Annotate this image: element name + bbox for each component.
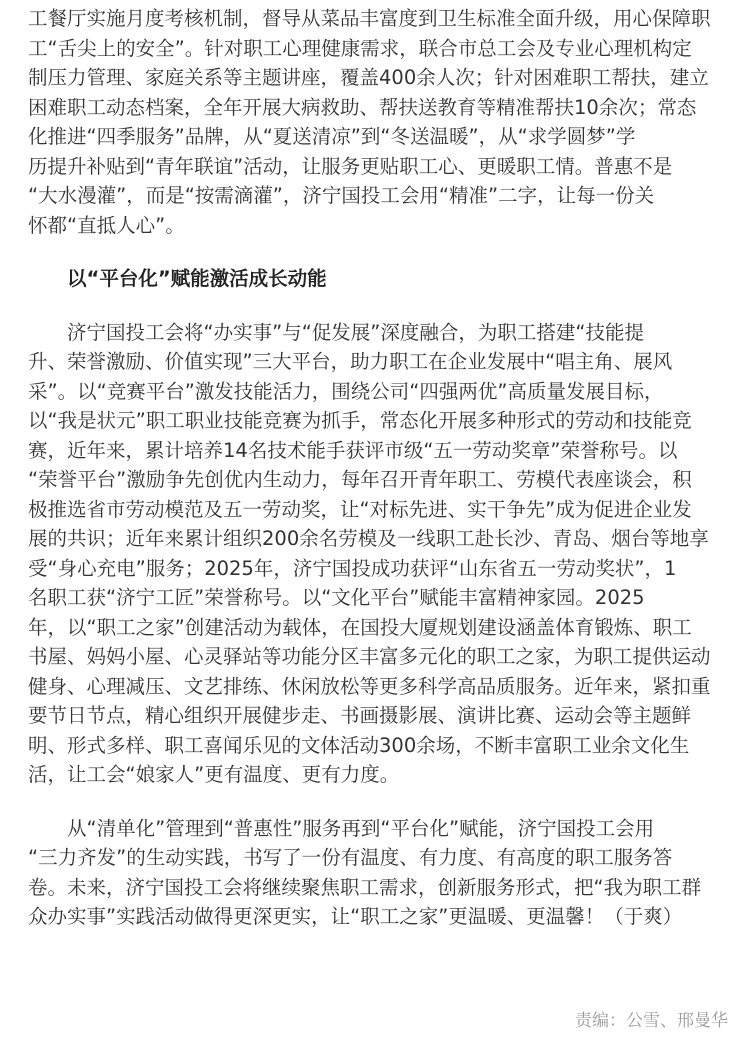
- paragraph-spacer: [28, 790, 728, 814]
- paragraph-line: 采”。以“竞赛平台”激发技能活力，围绕公司“四强两优”高质量发展目标，: [28, 379, 664, 403]
- paragraph-line: 工餐厅实施月度考核机制，督导从菜品丰富度到卫生标准全面升级，用心保障职: [28, 7, 711, 30]
- paragraph-spacer: [28, 294, 728, 318]
- paragraph-line: 健身、心理减压、文艺排练、休闲放松等更多科学高品质服务。近年来，紧扣重: [28, 674, 711, 698]
- paragraph-line: 要节日节点，精心组织开展健步走、书画摄影展、演讲比赛、运动会等主题鲜: [28, 704, 692, 727]
- paragraph-line: 济宁国投工会将“办实事”与“促发展”深度融合，为职工搭建“技能提: [67, 320, 645, 344]
- paragraph-line: 书屋、妈妈小屋、心灵驿站等功能分区丰富多元化的职工之家，为职工提供运动: [28, 645, 711, 668]
- section-heading: 以“平台化”赋能激活成长动能: [67, 267, 327, 290]
- paragraph-line: 极推选省市劳动模范及五一劳动奖，让“对标先进、实干争先”成为促进企业发: [28, 497, 692, 521]
- paragraph-line: “荣誉平台”激励争先创优内生动力，每年召开青年职工、劳模代表座谈会，积: [28, 468, 692, 491]
- paragraph-line: 名职工获“济宁工匠”荣誉称号。以“文化平台”赋能丰富精神家园。2025: [28, 586, 645, 609]
- paragraph-spacer: [28, 240, 728, 264]
- paragraph-line: 受“身心充电”服务；2025年，济宁国投成功获评“山东省五一劳动奖状”，1: [28, 556, 677, 580]
- paragraph-line: “三力齐发”的生动实践，书写了一份有温度、有力度、有高度的职工服务答: [28, 846, 673, 869]
- paragraph-3: [28, 814, 728, 932]
- paragraph-line: 卷。未来，济宁国投工会将继续聚焦职工需求，创新服务形式，把“我为职工群: [28, 875, 702, 899]
- paragraph-line: 活，让工会“娘家人”更有温度、更有力度。: [28, 763, 400, 786]
- paragraph-line: 怀都“直抵人心”。: [28, 213, 185, 237]
- editor-credit: 责编：公雪、邢曼华: [575, 1011, 728, 1031]
- paragraph-line: “大水漫灌”，而是“按需滴灌”，济宁国投工会用“精准”二字，让每一份关: [28, 184, 655, 207]
- paragraph-line: 困难职工动态档案，全年开展大病救助、帮扶送教育等精准帮扶10余次；常态: [28, 95, 697, 119]
- paragraph-line: 众办实事”实践活动做得更深更实，让“职工之家”更温暖、更温馨！（于爽）: [28, 905, 683, 928]
- paragraph-line: 从“清单化”管理到“普惠性”服务再到“平台化”赋能，济宁国投工会用: [67, 816, 655, 840]
- paragraph-2: [28, 318, 728, 790]
- paragraph-line: 化推进“四季服务”品牌，从“夏送清凉”到“冬送温暖”，从“求学圆梦”学: [28, 125, 636, 148]
- paragraph-line: 明、形式多样、职工喜闻乐见的文体活动300余场，不断丰富职工业余文化生: [28, 733, 690, 757]
- paragraph-1: [28, 4, 728, 240]
- paragraph-line: 赛，近年来，累计培养14名技术能手获评市级“五一劳动奖章”荣誉称号。以: [28, 438, 678, 462]
- paragraph-line: 以“我是状元”职工职业技能竞赛为抓手，常态化开展多种形式的劳动和技能竞: [28, 409, 692, 432]
- paragraph-line: 工“舌尖上的安全”。针对职工心理健康需求，联合市总工会及专业心理机构定: [28, 36, 692, 60]
- paragraph-line: 年，以“职工之家”创建活动为载体，在国投大厦规划建设涵盖体育锻炼、职工: [28, 615, 692, 639]
- paragraph-line: 升、荣誉激励、价值实现”三大平台，助力职工在企业发展中“唱主角、展风: [28, 350, 673, 373]
- paragraph-line: 历提升补贴到“青年联谊”活动，让服务更贴职工心、更暖职工情。普惠不是: [28, 154, 673, 178]
- paragraph-line: 制压力管理、家庭关系等主题讲座，覆盖400余人次；针对困难职工帮扶，建立: [28, 66, 709, 89]
- paragraph-line: 展的共识；近年来累计组织200余名劳模及一线职工赴长沙、青岛、烟台等地享: [28, 527, 709, 550]
